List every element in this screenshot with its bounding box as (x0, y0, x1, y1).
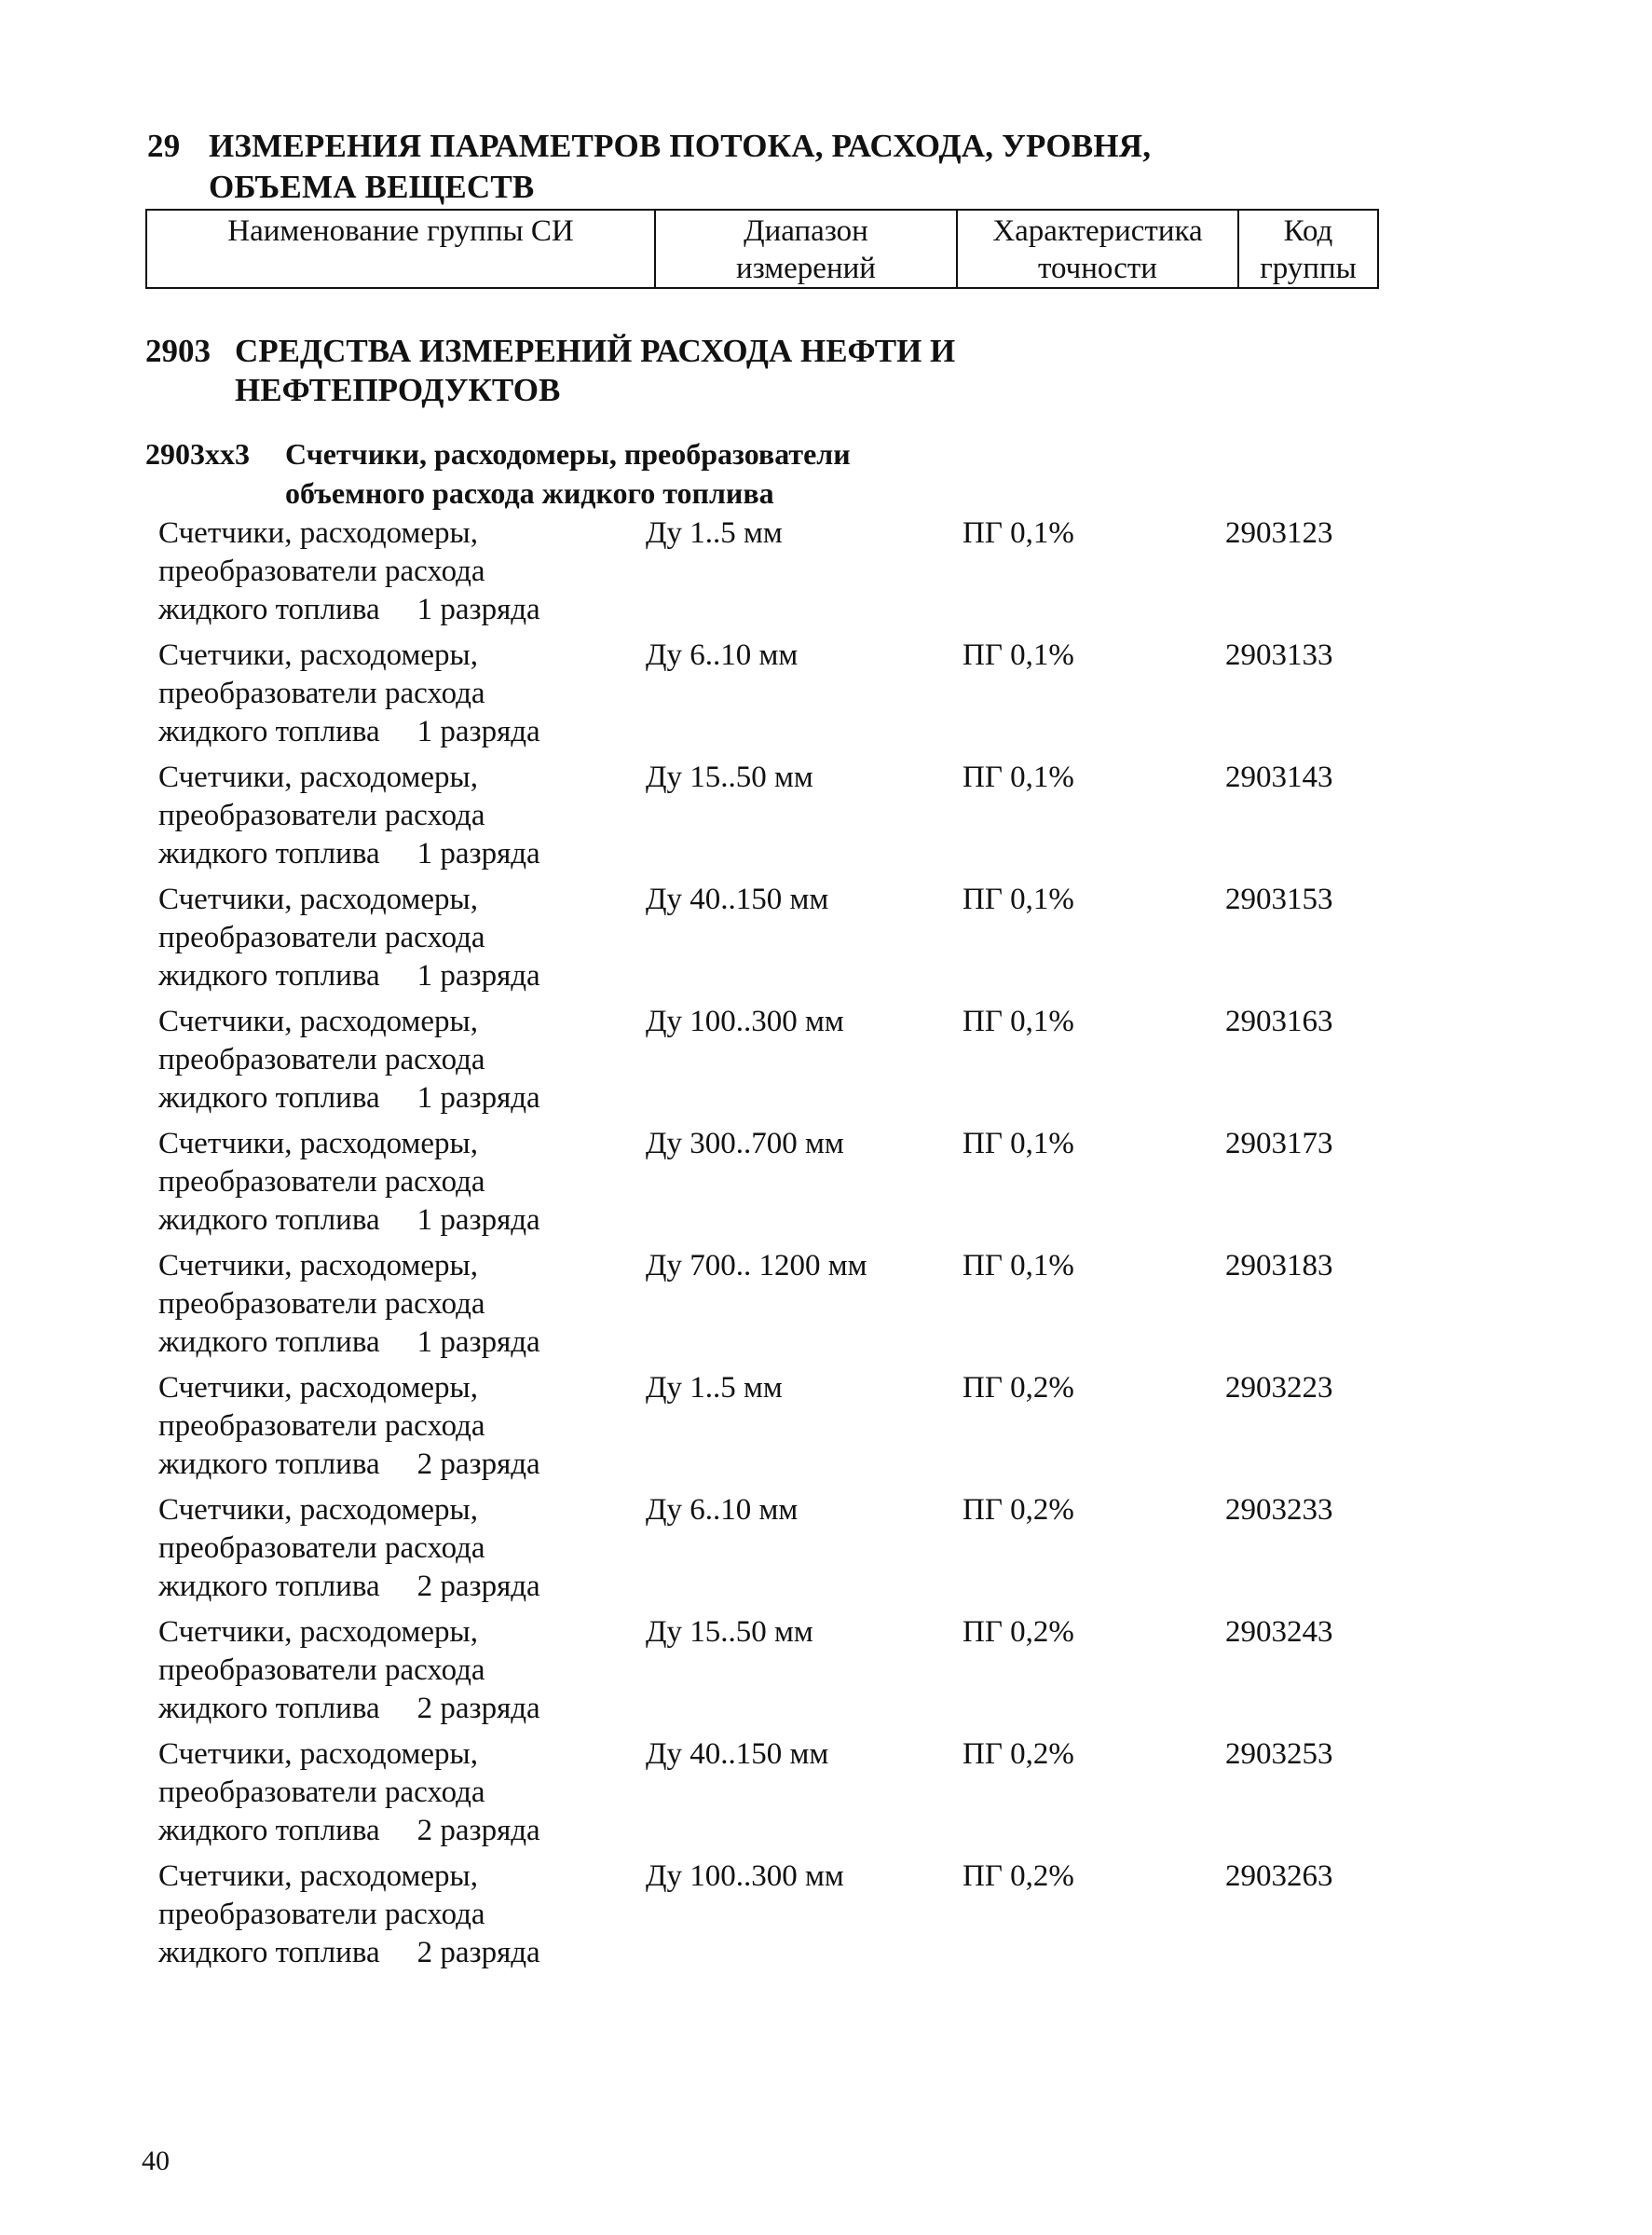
table-row (158, 514, 1370, 637)
instrument-grade: 1 разряда (416, 1325, 540, 1359)
header-range-line1: Диапазон (744, 214, 868, 248)
instrument-name-line1: Счетчики, расходомеры, (158, 1371, 478, 1405)
instrument-grade: 2 разряда (416, 1692, 540, 1725)
instrument-name-line1: Счетчики, расходомеры, (158, 1249, 478, 1282)
accuracy-characteristic: ПГ 0,2% (963, 1615, 1074, 1649)
header-cell-range (655, 210, 957, 288)
instrument-name (158, 1491, 643, 1606)
instrument-name-line2: преобразователи расхода (158, 921, 485, 954)
instrument-grade: 2 разряда (416, 1447, 540, 1481)
instrument-name (158, 1003, 643, 1118)
instrument-name-line2: преобразователи расхода (158, 1531, 485, 1565)
accuracy-characteristic: ПГ 0,1% (963, 883, 1074, 916)
measurement-range: Ду 6..10 мм (646, 1493, 799, 1527)
header-code-line2: группы (1260, 252, 1357, 285)
section-number: 29 (147, 128, 181, 164)
measurement-range: Ду 700.. 1200 мм (646, 1249, 867, 1282)
measurement-range: Ду 100..300 мм (646, 1859, 844, 1893)
instrument-name-line1: Счетчики, расходомеры, (158, 1005, 478, 1038)
group-code: 2903253 (1225, 1737, 1333, 1771)
table-row (158, 1858, 1370, 1980)
instrument-name-line2: преобразователи расхода (158, 555, 485, 588)
subsection-number: 2903 (145, 333, 211, 369)
header-name-label: Наименование группы СИ (227, 214, 574, 248)
measurement-range: Ду 40..150 мм (646, 1737, 829, 1771)
instrument-name-line3: жидкого топлива (158, 1081, 380, 1115)
instrument-grade: 2 разряда (416, 1936, 540, 1969)
header-cell-accuracy (957, 210, 1238, 288)
instrument-name-line3: жидкого топлива (158, 1692, 380, 1725)
instrument-name-line2: преобразователи расхода (158, 1043, 485, 1076)
instrument-name-line2: преобразователи расхода (158, 1898, 485, 1931)
table-row (158, 637, 1370, 759)
instrument-grade: 1 разряда (416, 1081, 540, 1115)
group-code: 2903223 (1225, 1371, 1333, 1405)
accuracy-characteristic: ПГ 0,2% (963, 1737, 1074, 1771)
instrument-name-line2: преобразователи расхода (158, 1653, 485, 1687)
table-row (158, 1003, 1370, 1125)
instrument-name (158, 1125, 643, 1240)
instrument-name-line1: Счетчики, расходомеры, (158, 1859, 478, 1893)
group-code: 2903183 (1225, 1249, 1333, 1282)
group-code: 2903243 (1225, 1615, 1333, 1649)
instrument-grade: 1 разряда (416, 715, 540, 748)
instrument-name-line1: Счетчики, расходомеры, (158, 761, 478, 794)
instrument-name-line3: жидкого топлива (158, 1570, 380, 1603)
instrument-name-line3: жидкого топлива (158, 1814, 380, 1847)
accuracy-characteristic: ПГ 0,2% (963, 1493, 1074, 1527)
instrument-name (158, 1735, 643, 1850)
instrument-name-line1: Счетчики, расходомеры, (158, 1493, 478, 1527)
instrument-grade: 2 разряда (416, 1570, 540, 1603)
instrument-name (158, 514, 643, 629)
instrument-grade: 1 разряда (416, 593, 540, 626)
page-number: 40 (142, 2146, 170, 2176)
group-number: 2903xx3 (145, 437, 250, 471)
instrument-name-line2: преобразователи расхода (158, 1165, 485, 1199)
header-accuracy-line1: Характеристика (992, 214, 1203, 248)
subsection-heading (145, 332, 955, 410)
group-code: 2903143 (1225, 761, 1333, 794)
group-title-line2: объемного расхода жидкого топлива (285, 476, 774, 510)
measurement-range: Ду 100..300 мм (646, 1005, 844, 1038)
section-title (147, 126, 1151, 208)
instrument-name (158, 1858, 643, 1972)
measurement-range: Ду 1..5 мм (646, 516, 783, 550)
group-code: 2903153 (1225, 883, 1333, 916)
group-code: 2903173 (1225, 1127, 1333, 1160)
instrument-name-line1: Счетчики, расходомеры, (158, 516, 478, 550)
instrument-name (158, 1247, 643, 1362)
header-cell-name (146, 210, 655, 288)
group-title-line1: Счетчики, расходомеры, преобразователи (285, 437, 851, 471)
instrument-name-line3: жидкого топлива (158, 1936, 380, 1969)
instrument-name (158, 759, 643, 873)
instrument-grade: 1 разряда (416, 837, 540, 871)
instrument-name-line3: жидкого топлива (158, 1325, 380, 1359)
instrument-name (158, 1369, 643, 1484)
table-row (158, 1735, 1370, 1858)
instrument-name-line3: жидкого топлива (158, 837, 380, 871)
measurement-range: Ду 15..50 мм (646, 761, 813, 794)
table-row (158, 1125, 1370, 1247)
accuracy-characteristic: ПГ 0,1% (963, 1249, 1074, 1282)
instrument-name (158, 881, 643, 995)
header-cell-code (1238, 210, 1378, 288)
table-row (158, 759, 1370, 881)
instrument-name-line2: преобразователи расхода (158, 677, 485, 710)
instrument-name-line3: жидкого топлива (158, 1447, 380, 1481)
accuracy-characteristic: ПГ 0,2% (963, 1371, 1074, 1405)
group-code: 2903233 (1225, 1493, 1333, 1527)
instrument-name-line1: Счетчики, расходомеры, (158, 883, 478, 916)
instrument-list (158, 514, 1370, 1980)
instrument-name-line2: преобразователи расхода (158, 1776, 485, 1809)
instrument-name-line1: Счетчики, расходомеры, (158, 638, 478, 672)
instrument-name-line3: жидкого топлива (158, 1203, 380, 1237)
instrument-name-line1: Счетчики, расходомеры, (158, 1127, 478, 1160)
instrument-name-line3: жидкого топлива (158, 959, 380, 993)
table-row (158, 1369, 1370, 1491)
measurement-range: Ду 15..50 мм (646, 1615, 813, 1649)
instrument-grade: 2 разряда (416, 1814, 540, 1847)
accuracy-characteristic: ПГ 0,1% (963, 1127, 1074, 1160)
instrument-grade: 1 разряда (416, 959, 540, 993)
table-row (158, 1491, 1370, 1613)
group-code: 2903123 (1225, 516, 1333, 550)
section-title-line2: ОБЪЕМА ВЕЩЕСТВ (209, 169, 535, 205)
table-row (158, 1613, 1370, 1735)
instrument-name (158, 1613, 643, 1728)
instrument-name-line1: Счетчики, расходомеры, (158, 1737, 478, 1771)
measurement-range: Ду 300..700 мм (646, 1127, 844, 1160)
measurement-range: Ду 1..5 мм (646, 1371, 783, 1405)
group-code: 2903133 (1225, 638, 1333, 672)
table-row (158, 881, 1370, 1003)
header-range-line2: измерений (736, 252, 876, 285)
instrument-name (158, 637, 643, 751)
column-header-table (145, 209, 1379, 289)
header-code-line1: Код (1283, 214, 1333, 248)
header-accuracy-line2: точности (1038, 252, 1157, 285)
measurement-range: Ду 40..150 мм (646, 883, 829, 916)
instrument-name-line2: преобразователи расхода (158, 1287, 485, 1321)
group-code: 2903263 (1225, 1859, 1333, 1893)
group-code: 2903163 (1225, 1005, 1333, 1038)
group-heading (145, 434, 851, 513)
instrument-name-line2: преобразователи расхода (158, 1409, 485, 1443)
table-row (158, 1247, 1370, 1369)
accuracy-characteristic: ПГ 0,1% (963, 761, 1074, 794)
subsection-title-line1: СРЕДСТВА ИЗМЕРЕНИЙ РАСХОДА НЕФТИ И (235, 333, 956, 369)
instrument-name-line2: преобразователи расхода (158, 799, 485, 832)
instrument-name-line3: жидкого топлива (158, 593, 380, 626)
section-title-line1: ИЗМЕРЕНИЯ ПАРАМЕТРОВ ПОТОКА, РАСХОДА, УРОВНЯ, (209, 128, 1152, 164)
accuracy-characteristic: ПГ 0,1% (963, 638, 1074, 672)
measurement-range: Ду 6..10 мм (646, 638, 799, 672)
subsection-title-line2: НЕФТЕПРОДУКТОВ (235, 372, 561, 408)
accuracy-characteristic: ПГ 0,1% (963, 1005, 1074, 1038)
accuracy-characteristic: ПГ 0,1% (963, 516, 1074, 550)
instrument-name-line1: Счетчики, расходомеры, (158, 1615, 478, 1649)
instrument-grade: 1 разряда (416, 1203, 540, 1237)
instrument-name-line3: жидкого топлива (158, 715, 380, 748)
accuracy-characteristic: ПГ 0,2% (963, 1859, 1074, 1893)
